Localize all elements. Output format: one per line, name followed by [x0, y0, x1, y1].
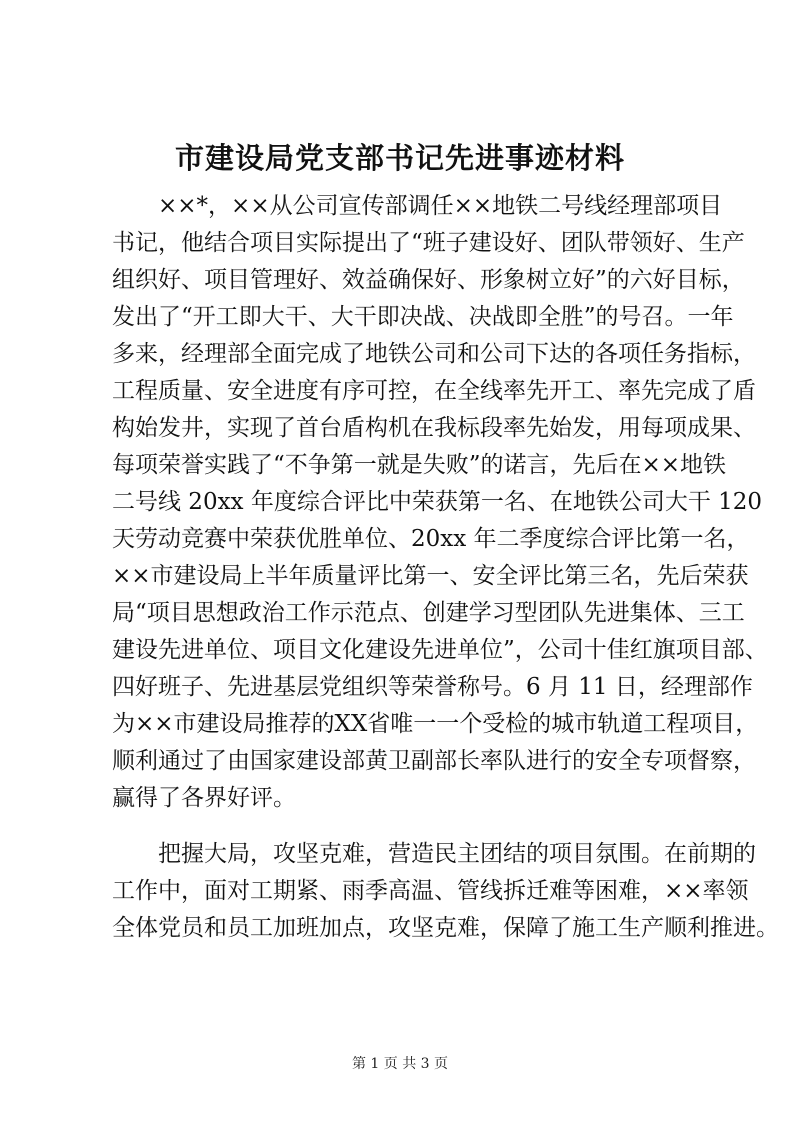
paragraph-1-line: ××*，××从公司宣传部调任××地铁二号线经理部项目 [158, 193, 723, 219]
document-title: 市建设局党支部书记先进事迹材料 [174, 141, 625, 175]
paragraph-1-line: 每项荣誉实践了“不争第一就是失败”的诺言，先后在××地铁 [112, 452, 727, 478]
paragraph-1-line: 天劳动竞赛中荣获优胜单位、20xx 年二季度综合评比第一名， [112, 526, 750, 552]
page-footer: 第 1 页 共 3 页 [351, 1056, 449, 1072]
paragraph-1-line: 组织好、项目管理好、效益确保好、形象树立好”的六好目标， [112, 267, 745, 293]
paragraph-gap [112, 817, 712, 836]
paragraph-1-line: ××市建设局上半年质量评比第一、安全评比第三名，先后荣获 [112, 563, 749, 589]
paragraph-1-line: 工程质量、安全进度有序可控，在全线率先开工、率先完成了盾 [112, 378, 756, 404]
paragraph-2-line: 工作中，面对工期紧、雨季高温、管线拆迁难等困难，××率领 [112, 878, 749, 904]
paragraph-2-line: 把握大局，攻坚克难，营造民主团结的项目氛围。在前期的 [158, 841, 756, 867]
paragraph-1-line: 局“项目思想政治工作示范点、创建学习型团队先进集体、三工 [112, 600, 745, 626]
paragraph-1-line: 建设先进单位、项目文化建设先进单位”，公司十佳红旗项目部、 [112, 637, 768, 663]
paragraph-1-line: 书记，他结合项目实际提出了“班子建设好、团队带领好、生产 [112, 230, 745, 256]
paragraph-1-line: 为××市建设局推荐的XX省唯一一个受检的城市轨道工程项目， [112, 711, 759, 737]
paragraph-1-line: 顺利通过了由国家建设部黄卫副部长率队进行的安全专项督察， [112, 748, 756, 774]
paragraph-2-line: 全体党员和员工加班加点，攻坚克难，保障了施工生产顺利推进。 [112, 915, 779, 941]
paragraph-1-line: 四好班子、先进基层党组织等荣誉称号。6 月 11 日，经理部作 [112, 674, 753, 700]
paragraph-1-line: 构始发井，实现了首台盾构机在我标段率先始发，用每项成果、 [112, 415, 756, 441]
document-body [112, 188, 779, 947]
paragraph-1-line: 多来，经理部全面完成了地铁公司和公司下达的各项任务指标， [112, 341, 756, 367]
paragraph-1-line: 发出了“开工即大干、大干即决战、决战即全胜”的号召。一年 [112, 304, 734, 330]
paragraph-1-line: 二号线 20xx 年度综合评比中荣获第一名、在地铁公司大干 120 [112, 489, 763, 515]
paragraph-1-line: 赢得了各界好评。 [112, 785, 296, 811]
